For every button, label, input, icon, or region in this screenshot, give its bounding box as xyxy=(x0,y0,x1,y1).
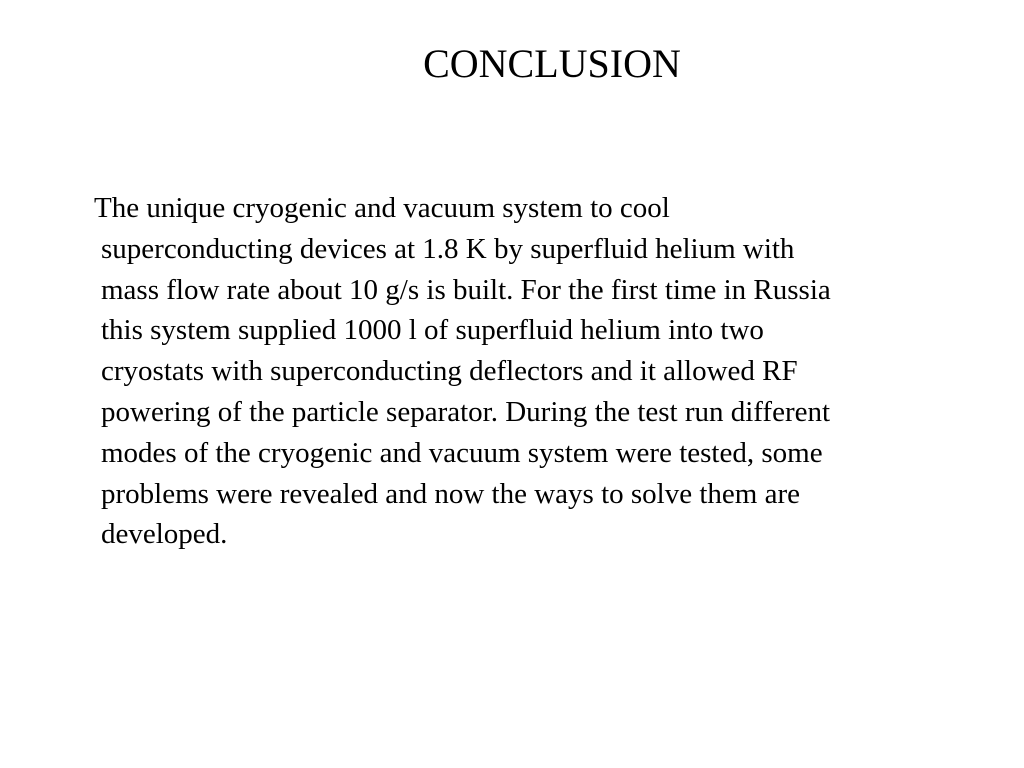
paragraph-line: The unique cryogenic and vacuum system to cool xyxy=(94,192,670,224)
paragraph-line: this system supplied 1000 l of superfluid helium into two xyxy=(101,314,764,347)
paragraph-line: powering of the particle separator. During the test run different xyxy=(101,395,831,428)
paragraph-line: mass flow rate about 10 g/s is built. For the first time in Russia xyxy=(101,273,831,306)
paragraph-line: modes of the cryogenic and vacuum system were tested, some xyxy=(101,436,823,469)
conclusion-paragraph xyxy=(94,188,981,555)
slide-title: CONCLUSION xyxy=(423,41,681,86)
paragraph-line: superconducting devices at 1.8 K by superfluid helium with xyxy=(101,232,795,265)
paragraph-line: cryostats with superconducting deflectors and it allowed RF xyxy=(101,355,798,388)
paragraph-line: developed. xyxy=(101,518,228,551)
paragraph-line: problems were revealed and now the ways to solve them are xyxy=(101,477,800,510)
